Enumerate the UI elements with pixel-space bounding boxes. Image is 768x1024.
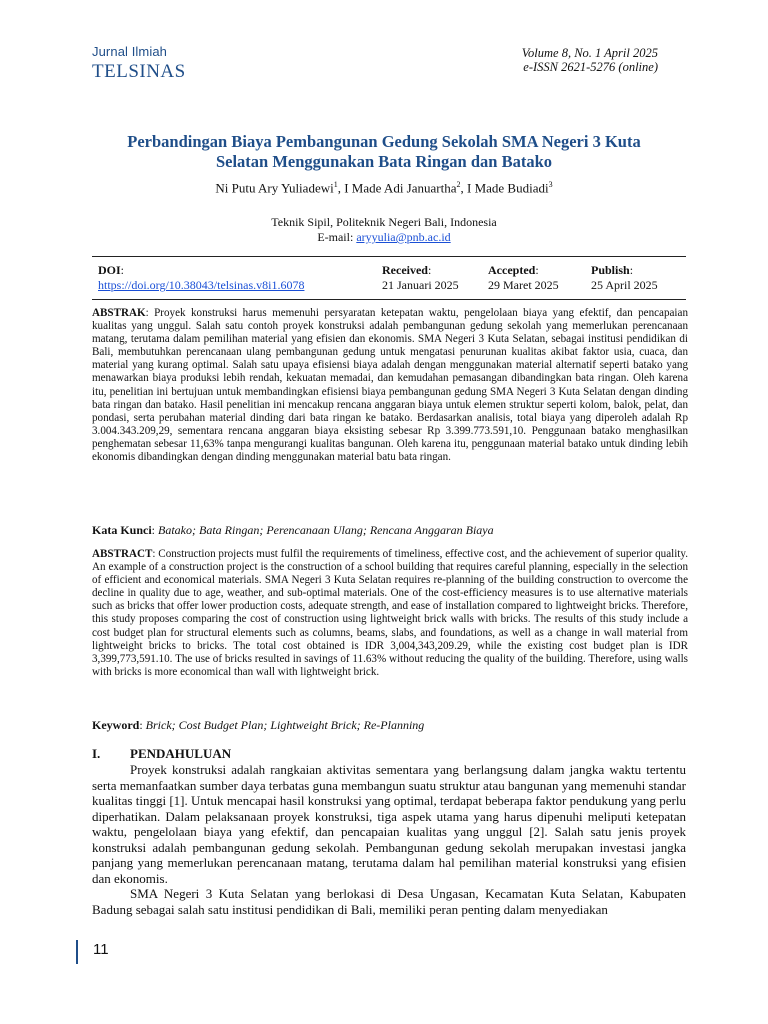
received-block: Received: 21 Januari 2025 (382, 263, 459, 292)
volume-issue: Volume 8, No. 1 April 2025 (521, 46, 658, 60)
article-meta (92, 256, 686, 300)
journal-name (92, 44, 186, 83)
keyword-text: Brick; Cost Budget Plan; Lightweight Brick; Re-Planning (145, 718, 425, 732)
section-title: PENDAHULUAN (130, 746, 232, 761)
publish-block: Publish: 25 April 2025 (591, 263, 658, 292)
kata-kunci: Kata Kunci: Batako; Bata Ringan; Perencanaan Ulang; Rencana Anggaran Biaya (92, 523, 494, 537)
accepted-label: Accepted (488, 263, 536, 277)
abstrak: ABSTRAK: Proyek konstruksi harus memenuhi persyaratan ketepatan waktu, pengelolaan biaya yang efektif, dan pencapaian kualitas yang unggul. Salah satu contoh proyek konstruksi adalah pembangunan gedung sekolah yang memerlukan perencanaan matang, terutama dalam pemilihan material yang efisien dan ekonomis. SMA Negeri 3 Kuta Selatan, sebagai institusi pendidikan di Bali, membutuhkan perencanaan ulang pembangunan gedung untuk mengatasi penurunan kualitas akibat faktor usia, cuaca, dan material yang kurang optimal. Salah satu upaya efisiensi biaya adalah dengan menggunakan material alternatif seperti batako yang menawarkan biaya produksi lebih rendah, kekuatan memadai, dan kemudahan pemasangan dibandingkan bata ringan. Oleh karena itu, penelitian ini bertujuan untuk membandingkan efisiensi biaya pembangunan gedung SMA Negeri 3 Kuta Selatan dengan dinding bata ringan dan batako. Hasil penelitian ini mencakup rencana anggaran biaya untuk elemen struktur seperti kolom, balok, pelat, dan pondasi, serta perubahan material dinding dari bata ringan ke batako. Berdasarkan analisis, total biaya yang diperoleh adalah Rp 3.004.343.209,29, sementara rencana anggaran biaya eksisting sebesar Rp 3.399.773.591,10. Penggunaan batako menghasilkan penghematan sebesar 11,63% tanpa mengurangi kualitas bangunan. Oleh karena itu, penggunaan material batako untuk dinding lebih ekonomis dibandingkan dengan dinding menggunakan material batu bata ringan. (92, 307, 688, 464)
kata-kunci-text: Batako; Bata Ringan; Perencanaan Ulang; Rencana Anggaran Biaya (158, 523, 494, 537)
body-text (92, 762, 686, 917)
abstrak-text: Proyek konstruksi harus memenuhi persyaratan ketepatan waktu, pengelolaan biaya yang efektif, dan pencapaian kualitas yang unggul. Salah satu contoh proyek konstruksi adalah pembangunan gedung sekolah yang memerlukan perencanaan matang, terutama dalam pemilihan material yang efisien dan ekonomis. SMA Negeri 3 Kuta Selatan, sebagai institusi pendidikan di Bali, membutuhkan perencanaan ulang pembangunan gedung untuk mengatasi penurunan kualitas akibat faktor usia, cuaca, dan material yang kurang optimal. Salah satu upaya efisiensi biaya adalah dengan menggunakan material alternatif seperti batako yang menawarkan biaya produksi lebih rendah, kekuatan memadai, dan kemudahan pemasangan dibandingkan bata ringan. Oleh karena itu, penelitian ini bertujuan untuk membandingkan efisiensi biaya pembangunan gedung SMA Negeri 3 Kuta Selatan dengan dinding bata ringan dan batako. Hasil penelitian ini mencakup rencana anggaran biaya untuk elemen struktur seperti kolom, balok, pelat, dan pondasi, serta perubahan material dinding dari bata ringan ke batako. Berdasarkan analisis, total biaya yang diperoleh adalah Rp 3.004.343.209,29, sementara rencana anggaran biaya eksisting sebesar Rp 3.399.773.591,10. Penggunaan batako menghasilkan penghematan sebesar 11,63% tanpa mengurangi kualitas bangunan. Oleh karena itu, penggunaan material batako untuk dinding lebih ekonomis dibandingkan dengan dinding menggunakan material batu bata ringan. (92, 307, 688, 464)
abstract-text: Construction projects must fulfil the requirements of timeliness, effective cost, and the achievement of superior quality. An example of a construction project is the construction of a school building that requires careful planning, especially in the selection of efficient and economical materials. SMA Negeri 3 Kuta Selatan requires re-planning of the building construction to overcome the decline in quality due to age, weather, and sub-optimal materials. One of the cost-efficiency measures is to use alternative materials such as bricks that offer lower production costs, adequate strength, and ease of installation compared to lightweight bricks. Therefore, this study proposes comparing the cost of construction using lightweight brick walls with bricks. The results of this study include a cost budget plan for structural elements such as columns, beams, slabs, and foundations, as well as a change in wall material from lightweight bricks to bricks. The total cost obtained is IDR 3,004,343,209.29, while the existing cost budget plan is IDR 3,399,773,591.10. The use of bricks resulted in savings of 11.63% without reducing the quality of the building. Therefore, using walls with bricks is more economical than wall with lightweight brick. (92, 548, 688, 678)
body-paragraph: SMA Negeri 3 Kuta Selatan yang berlokasi di Desa Ungasan, Kecamatan Kuta Selatan, Kabupaten Badung sebagai salah satu institusi pendidikan di Bali, memiliki peran penting dalam menyediakan (92, 886, 686, 917)
affiliation: Teknik Sipil, Politeknik Negeri Bali, Indonesia (271, 215, 497, 229)
accepted-block: Accepted: 29 Maret 2025 (488, 263, 559, 292)
author-name: Ni Putu Ary Yuliadewi (215, 180, 334, 196)
email-line (92, 230, 676, 245)
abstract: ABSTRACT: Construction projects must fulfil the requirements of timeliness, effective cost, and the achievement of superior quality. An example of a construction project is the construction of a school building that requires careful planning, especially in the selection of efficient and economical materials. SMA Negeri 3 Kuta Selatan requires re-planning of the building construction to overcome the decline in quality due to age, weather, and sub-optimal materials. One of the cost-efficiency measures is to use alternative materials such as bricks that offer lower production costs, adequate strength, and ease of installation compared to lightweight bricks. Therefore, this study proposes comparing the cost of construction using lightweight brick walls with bricks. The results of this study include a cost budget plan for structural elements such as columns, beams, slabs, and foundations, as well as a change in wall material from lightweight bricks to bricks. The total cost obtained is IDR 3,004,343,209.29, while the existing cost budget plan is IDR 3,399,773,591.10. The use of bricks resulted in savings of 11.63% without reducing the quality of the building. Therefore, using walls with bricks is more economical than wall with lightweight brick. (92, 548, 688, 678)
section-number: I. (92, 746, 101, 761)
body-paragraph: Proyek konstruksi adalah rangkaian aktivitas sementara yang berlangsung dalam jangka waktu tertentu serta memanfaatkan sumber daya terbatas guna membangun suatu struktur atau bangunan yang memenuhi standar kualitas tinggi [1]. Untuk mencapai hasil konstruksi yang optimal, terdapat beberapa faktor pendukung yang perlu diperhatikan. Dalam pelaksanaan proyek konstruksi, tiga aspek utama yang harus dipenuhi meliputi ketepatan waktu, pengelolaan biaya yang efektif, dan pencapaian kualitas yang unggul [2]. Salah satu jenis proyek konstruksi adalah pembangunan gedung sekolah. Pembangunan gedung sekolah merupakan investasi jangka panjang yang memerlukan perencanaan matang, terutama dalam hal pemilihan material konstruksi yang efisien dan ekonomis. (92, 762, 686, 886)
publish-label: Publish (591, 263, 630, 277)
kata-kunci-label: Kata Kunci (92, 523, 152, 537)
volume-info (522, 46, 658, 74)
journal-title: TELSINAS (92, 61, 186, 82)
author-sup: 2 (456, 180, 461, 189)
keyword-label: Keyword (92, 718, 140, 732)
journal-label: Jurnal Ilmiah (92, 44, 167, 59)
section-heading (92, 746, 231, 762)
received-date: 21 Januari 2025 (382, 278, 459, 292)
authors: Ni Putu Ary Yuliadewi$^1$, I Made Adi Januartha$^2$, I Made Budiadi$^3$ (215, 180, 553, 196)
abstract-label: ABSTRACT (92, 548, 153, 560)
doi-link[interactable]: https://doi.org/10.38043/telsinas.v8i1.6078 (98, 278, 305, 292)
doi-label: DOI (98, 263, 121, 277)
footer-rule (76, 940, 78, 964)
issn: e-ISSN 2621-5276 (online) (523, 60, 658, 74)
accepted-date: 29 Maret 2025 (488, 278, 559, 292)
author-sup: 1 (333, 180, 338, 189)
abstrak-label: ABSTRAK (92, 307, 146, 319)
keyword: Keyword: Brick; Cost Budget Plan; Lightweight Brick; Re-Planning (92, 718, 425, 732)
publish-date: 25 April 2025 (591, 278, 658, 292)
received-label: Received (382, 263, 428, 277)
author-sup: 3 (548, 180, 553, 189)
author-name: I Made Adi Januartha (344, 180, 457, 196)
paper-title (92, 132, 676, 172)
title-line-2: Selatan Menggunakan Bata Ringan dan Batako (215, 152, 553, 171)
page-number: 11 (93, 941, 109, 958)
affiliation-block (92, 215, 676, 245)
email-label: E-mail: (317, 230, 354, 244)
title-line-1: Perbandingan Biaya Pembangunan Gedung Sekolah SMA Negeri 3 Kuta (127, 132, 641, 151)
doi-block: DOI: https://doi.org/10.38043/telsinas.v8i1.6078 (98, 263, 305, 292)
email-link[interactable]: aryyulia@pnb.ac.id (356, 230, 451, 244)
author-name: I Made Budiadi (467, 180, 549, 196)
